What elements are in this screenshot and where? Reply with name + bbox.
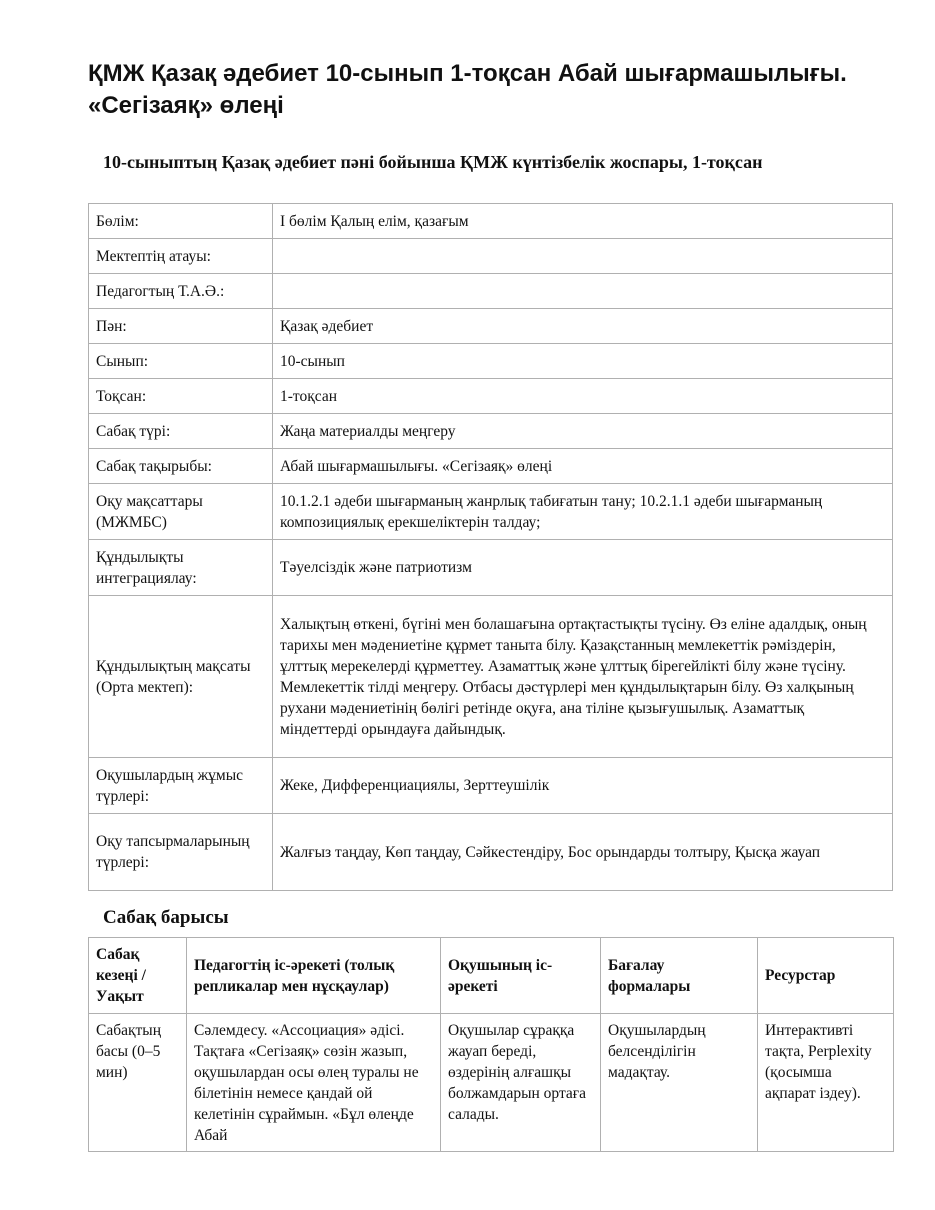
info-label: Құндылықтың мақсаты (Орта мектеп):: [89, 596, 273, 758]
info-label: Пән:: [89, 309, 273, 344]
document-title: ҚМЖ Қазақ әдебиет 10-сынып 1-тоқсан Абай шығармашылығы. «Сегізаяқ» өлеңі: [88, 60, 847, 119]
info-value: Абай шығармашылығы. «Сегізаяқ» өлеңі: [273, 449, 893, 484]
info-label: Құндылықты интеграциялау:: [89, 540, 273, 596]
resources-cell: [758, 1014, 894, 1152]
table-row: [89, 814, 893, 891]
info-label: Мектептің атауы:: [89, 239, 273, 274]
plan-heading: 10-сыныптың Қазақ әдебиет пәні бойынша ҚМЖ күнтізбелік жоспары, 1-тоқсан: [103, 152, 763, 172]
info-value: Қазақ әдебиет: [273, 309, 893, 344]
info-label: Оқушылардың жұмыс түрлері:: [89, 758, 273, 814]
table-row: [89, 204, 893, 239]
teacher-activity-cell: [187, 1014, 441, 1152]
info-value: 10.1.2.1 әдеби шығарманың жанрлық табиғатын тану; 10.2.1.1 әдеби шығарманың композициялық ерекшеліктерін талдау;: [273, 484, 893, 540]
column-header-assessment: Бағалау формалары: [601, 938, 758, 1014]
table-row: [89, 449, 893, 484]
info-value: Жаңа материалды меңгеру: [273, 414, 893, 449]
lesson-progress-table: [88, 937, 894, 1152]
table-row: [89, 379, 893, 414]
table-row: [89, 758, 893, 814]
column-header-teacher-activity: Педагогтің іс-әрекеті (толық репликалар мен нұсқаулар): [187, 938, 441, 1014]
stage-cell: [89, 1014, 187, 1152]
info-label: Сынып:: [89, 344, 273, 379]
info-label: Бөлім:: [89, 204, 273, 239]
table-row: [89, 274, 893, 309]
info-value: Халықтың өткені, бүгіні мен болашағына ортақтастықты түсіну. Өз еліне адалдық, оның тарихы мен мәдениетіне құрмет таныта білу. Қазақстанның мемлекеттік рәміздерін, ұлттық мерекелерді құрметтеу. Азаматтық және ұлттық бірегейлікті білу және түсіну. Мемлекеттік тілді меңгеру. Отбасы дәстүрлері мен құндылықтарын білу. Өз халқының рухани мәдениетінің бөлігі ретінде оқуға, ана тіліне қызығушылық. Азаматтық міндеттерді орындауға дайындық.: [273, 596, 893, 758]
info-value: I бөлім Қалың елім, қазағым: [273, 204, 893, 239]
column-header-resources: Ресурстар: [758, 938, 894, 1014]
student-activity-cell: [441, 1014, 601, 1152]
info-label: Сабақ түрі:: [89, 414, 273, 449]
column-header-stage: Сабақ кезеңі / Уақыт: [89, 938, 187, 1014]
info-value: [273, 239, 893, 274]
info-value: Жеке, Дифференциациялы, Зерттеушілік: [273, 758, 893, 814]
table-row: [89, 540, 893, 596]
stage-text: Сабақтың басы (0–5 мин): [96, 1022, 161, 1081]
lesson-info-table: [88, 203, 893, 891]
info-value: Тәуелсіздік және патриотизм: [273, 540, 893, 596]
column-header-student-activity: Оқушының іс-әрекеті: [441, 938, 601, 1014]
info-label: Педагогтың Т.А.Ә.:: [89, 274, 273, 309]
info-label: Оқу мақсаттары (МЖМБС): [89, 484, 273, 540]
info-value: 1-тоқсан: [273, 379, 893, 414]
info-value: Жалғыз таңдау, Көп таңдау, Сәйкестендіру, Бос орындарды толтыру, Қысқа жауап: [273, 814, 893, 891]
info-value: [273, 274, 893, 309]
progress-heading: Сабақ барысы: [103, 907, 229, 928]
table-row: [89, 239, 893, 274]
info-value: 10-сынып: [273, 344, 893, 379]
table-row: [89, 309, 893, 344]
assessment-cell: [601, 1014, 758, 1152]
info-label: Оқу тапсырмаларының түрлері:: [89, 814, 273, 891]
resources-text: Интерактивті тақта, Perplexity (қосымша ақпарат іздеу).: [765, 1022, 872, 1102]
table-header-row: [89, 938, 894, 1014]
assessment-text: Оқушылардың белсенділігін мадақтау.: [608, 1022, 706, 1081]
table-row: [89, 344, 893, 379]
table-row: [89, 596, 893, 758]
info-label: Сабақ тақырыбы:: [89, 449, 273, 484]
info-label: Тоқсан:: [89, 379, 273, 414]
table-row: [89, 484, 893, 540]
table-row: [89, 414, 893, 449]
table-row: [89, 1014, 894, 1152]
teacher-activity-text: Сәлемдесу. «Ассоциация» әдісі. Тақтаға «Сегізаяқ» сөзін жазып, оқушылардан осы өлең туралы не білетінін немесе қандай ой келетінін сұраймын. «Бұл өлеңде Абай: [194, 1022, 419, 1144]
student-activity-text: Оқушылар сұраққа жауап береді, өздерінің алғашқы болжамдарын ортаға салады.: [448, 1022, 587, 1123]
